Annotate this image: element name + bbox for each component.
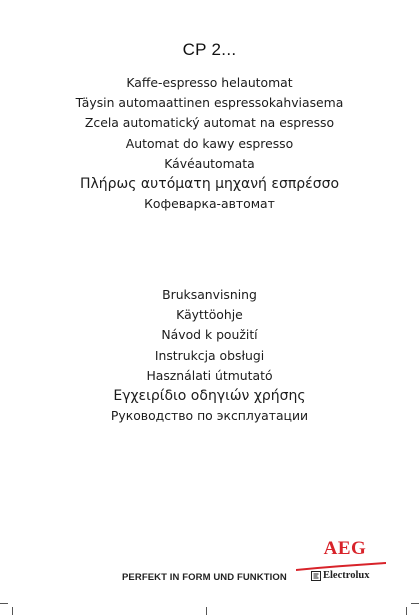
crop-mark bbox=[206, 607, 207, 615]
product-title-finnish: Täysin automaattinen espressokahviasema bbox=[75, 95, 344, 111]
product-title-czech: Zcela automatický automat na espresso bbox=[84, 115, 335, 131]
crop-mark bbox=[411, 603, 419, 604]
product-title-polish: Automat do kawy espresso bbox=[125, 135, 294, 151]
manual-title-hungarian: Használati útmutató bbox=[146, 367, 273, 383]
manual-title-greek: Εγχειρίδιο οδηγιών χρήσης bbox=[113, 388, 306, 405]
electrolux-wordmark: Electrolux bbox=[323, 570, 370, 581]
crop-mark bbox=[406, 607, 407, 615]
crop-mark bbox=[0, 603, 8, 604]
product-title-greek: Πλήρως αυτόματη μηχανή εσπρέσσο bbox=[79, 176, 340, 193]
manual-title-finnish: Käyttöohje bbox=[176, 307, 243, 323]
manual-title-list bbox=[0, 285, 419, 426]
product-title-hungarian: Kávéautomata bbox=[164, 155, 255, 171]
manual-title-polish: Instrukcja obsługi bbox=[154, 347, 265, 363]
product-title-swedish: Kaffe-espresso helautomat bbox=[126, 75, 293, 90]
aeg-logo: AEG bbox=[323, 538, 367, 559]
product-title-russian: Кофеварка-автомат bbox=[144, 196, 275, 212]
model-number: CP 2... bbox=[182, 40, 237, 59]
brand-slogan: PERFEKT IN FORM UND FUNKTION bbox=[122, 572, 287, 583]
electrolux-icon bbox=[311, 571, 321, 581]
manual-title-russian: Руководство по эксплуатации bbox=[110, 408, 309, 424]
electrolux-logo bbox=[311, 570, 369, 581]
manual-title-swedish: Bruksanvisning bbox=[162, 287, 257, 302]
manual-title-czech: Návod k použití bbox=[161, 327, 258, 343]
crop-mark bbox=[12, 607, 13, 615]
product-title-list bbox=[0, 73, 419, 214]
